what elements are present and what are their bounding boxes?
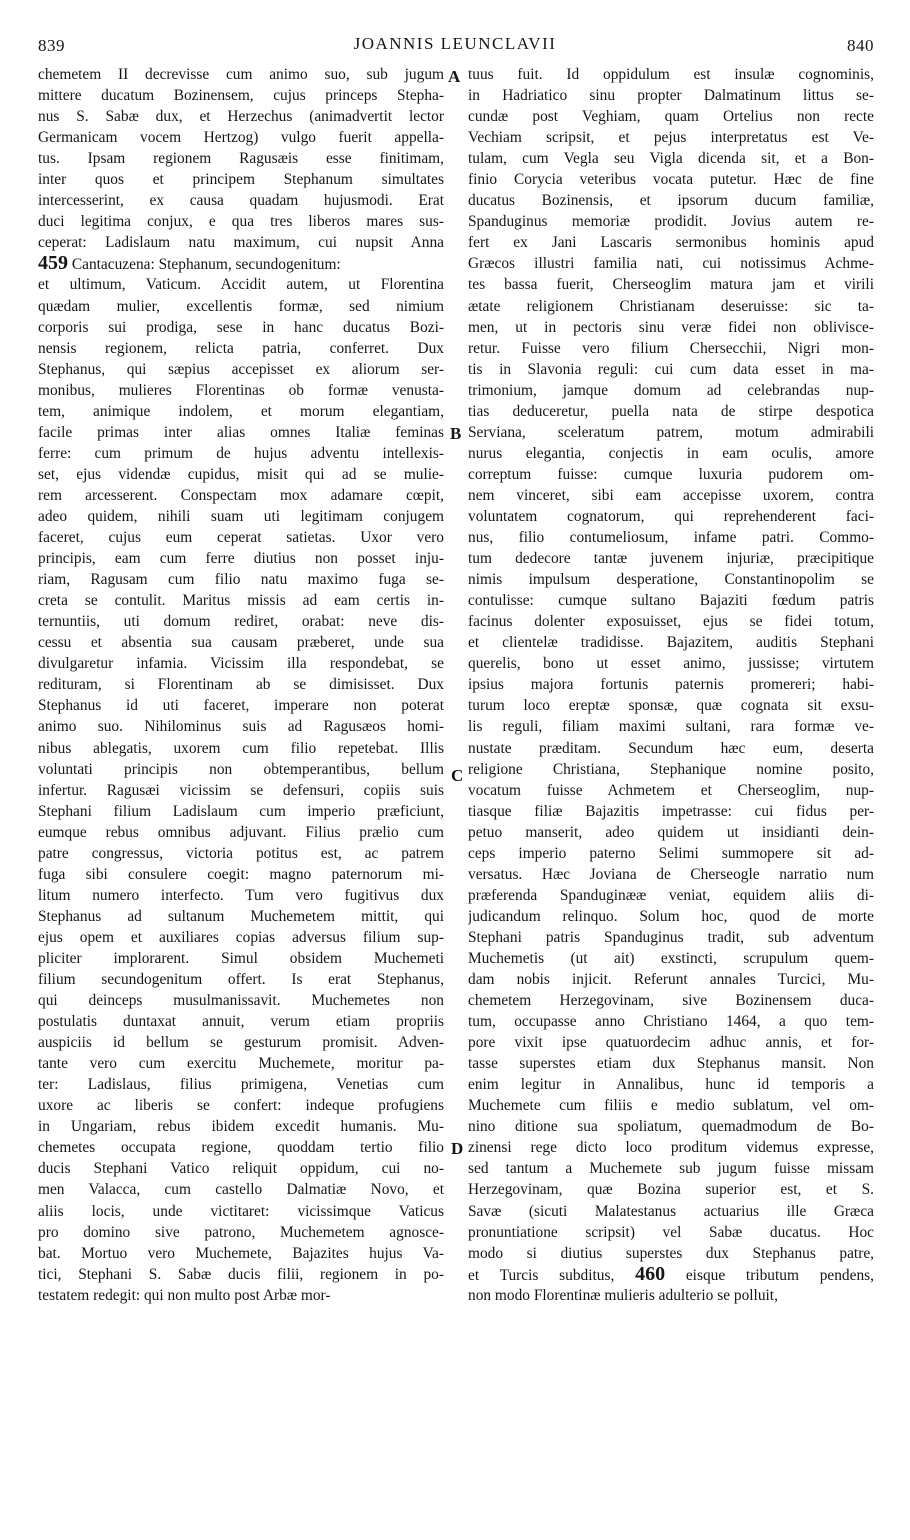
text-line: pore vixit ipse quatuordecim adhuc annis, et for-	[468, 1034, 874, 1052]
text-line	[38, 253, 444, 274]
text-line: tias deduceretur, puella nata de stirpe despotica	[468, 402, 874, 420]
text-line: ducatus Bozinensis, et ipsorum ducum familiæ,	[468, 192, 874, 210]
text-line: in Ungariam, rebus ibidem excedit humanis. Mu-	[38, 1118, 444, 1136]
text-line: nibus ablegatis, uxorem cum filio repetebat. Illis	[38, 739, 444, 757]
text-line: nurus elegantia, conjectis in eam oculis, amore	[468, 444, 874, 462]
text-line: retur. Fuisse vero filium Chersecchii, Nigri mon-	[468, 339, 874, 357]
text-line: postulatis duntaxat annuit, verum etiam propriis	[38, 1013, 444, 1031]
text-line: creta se contulit. Maritus missis ad eam certis in-	[38, 592, 444, 610]
text-line: cessu et absentia sua causam præberet, unde sua	[38, 634, 444, 652]
margin-page-number-459: 459	[38, 253, 68, 275]
text-line: ceps imperio paterno Selimi summopere sit ad-	[468, 844, 874, 862]
text-line: zinensi rege dicto loco proditum videmus expresse,	[468, 1139, 874, 1157]
running-title: JOANNIS LEUNCLAVII	[353, 34, 557, 53]
text-line: eumque rebus omnibus adjuvant. Filius prælio cum	[38, 823, 444, 841]
text-line: Stephani patris Spanduginus tradit, sub adventum	[468, 928, 874, 946]
text-line: finio Corycia veteribus vocata putetur. Hæc de fine	[468, 171, 874, 189]
text-line: patre congressus, victoria potitus est, ac patrem	[38, 844, 444, 862]
text-line: Herzegovinam, quæ Bozina superior est, et S.	[468, 1181, 874, 1199]
text-line: versatus. Hæc Joviana de Cherseogle narratio num	[468, 865, 874, 883]
text-line: Muchemetis (ut ait) exstincti, scrupulum quem-	[468, 949, 874, 967]
text-line: chemetes occupata regione, quoddam tertio filio	[38, 1139, 444, 1157]
text-line-part: eisque tributum pendens,	[665, 1266, 874, 1284]
text-line: ipsius majora fortunis paternis promereri; habi-	[468, 676, 874, 694]
text-line: men, ut in pectoris sinu veræ fidei non oblivisce-	[468, 318, 874, 336]
text-line: judicandum relinquo. Solum hoc, quod de morte	[468, 907, 874, 925]
text-line: fert ex Jani Lascaris sermonibus hominis apud	[468, 234, 874, 252]
text-line: riam, Ragusam cum filio natu maximo fuga se-	[38, 571, 444, 589]
text-line: Muchemete cum filiis e medio sublatum, vel om-	[468, 1097, 874, 1115]
text-line: intercesserint, ex causa quadam hujusmodi. Erat	[38, 192, 444, 210]
text-line: tici, Stephani S. Sabæ ducis filii, regionem in po-	[38, 1265, 444, 1283]
text-line: ducis Stephani Vatico reliquit oppidum, cui no-	[38, 1160, 444, 1178]
text-line: præferenda Spanduginææ veniat, equidem aliis di-	[468, 886, 874, 904]
text-line: chemetem II decrevisse cum animo suo, sub jugum	[38, 66, 444, 83]
text-line: pro domino sive patrono, Muchemetem agnosce-	[38, 1223, 444, 1241]
text-line: trimonium, jamque domum ad celebrandas nup-	[468, 381, 874, 399]
text-line: nem vinceret, sibi eam accepisse uxorem, contra	[468, 486, 874, 504]
text-line: tasse superstes etiam dux Stephanus mansit. Non	[468, 1055, 874, 1073]
text-line: aliis locis, unde victitaret: vicissimque Vaticus	[38, 1202, 444, 1220]
text-line: nino ditione sua spoliatum, quemadmodum de Bo-	[468, 1118, 874, 1136]
section-marker-d: D	[451, 1139, 464, 1158]
section-marker-b: B	[450, 424, 462, 443]
text-line: querelis, bono ut esset animo, jussisse; virtutem	[468, 655, 874, 673]
text-line: tulam, cum Vegla seu Vigla dicenda sit, et a Bon-	[468, 150, 874, 168]
text-line: nus, filio contumeliosum, infame patri. Commo-	[468, 529, 874, 547]
text-line: tem, animique indolem, et morum elegantiam,	[38, 402, 444, 420]
text-line-part: et Turcis subditus,	[468, 1266, 636, 1284]
text-line: vocatum fuisse Achmetem et Cherseoglim, nup-	[468, 781, 874, 799]
text-line: dam nobis injicit. Referunt annales Turcici, Mu-	[468, 971, 874, 989]
text-line: petuo manserit, adeo quidem ut insidianti dein-	[468, 823, 874, 841]
text-line: duci legitima conjux, e qua tres liberos mares sus-	[38, 213, 444, 231]
text-line: Germanicam vocem Hertzog) vulgo fuerit appella-	[38, 129, 444, 147]
text-line: tiasque filiæ Bajazitis impetrasse: cui fidus per-	[468, 802, 874, 820]
text-line: modo si diutius superstes dux Stephanus patre,	[468, 1244, 874, 1262]
text-line: Stephanus id uti faceret, imperare non poterat	[38, 697, 444, 715]
text-line: religione Christiana, Stephanique nomine posito,	[468, 760, 874, 778]
text-line: ter: Ladislaus, filius primigena, Venetias cum	[38, 1076, 444, 1094]
text-line: ejus opem et auxiliares copias adversus filium sup-	[38, 928, 444, 946]
text-line: pronuntiatione scripsit) vel Sabæ ducatus. Hoc	[468, 1223, 874, 1241]
text-line: tante vero cum exercitu Muchemete, moritur pa-	[38, 1055, 444, 1073]
text-line: ætate religionem Christianam deseruisse: sic ta-	[468, 297, 874, 315]
text-line: contulisse: cumque sultano Bajaziti fœdum patris	[468, 592, 874, 610]
right-column	[468, 64, 874, 1306]
text-line: qui deinceps musulmanissavit. Muchemetes non	[38, 992, 444, 1010]
text-line: Spanduginus memoriæ prodidit. Jovius autem re-	[468, 213, 874, 231]
text-line: cundæ post Veghiam, quam Ortelius non recte	[468, 108, 874, 126]
text-line: tum, occupasse anno Christiano 1464, a quo tem-	[468, 1013, 874, 1031]
text-line: set, ejus videndæ cupidus, misit qui ad se mulie-	[38, 465, 444, 483]
text-line: inter quos et principem Stephanum simultates	[38, 171, 444, 189]
left-column	[38, 64, 444, 1306]
text-line: correptum fuisse: cumque luxuria pudorem om-	[468, 465, 874, 483]
text-line: pliciter implorarent. Simul obsidem Muchemeti	[38, 949, 444, 967]
text-line: testatem redegit: qui non multo post Arbæ mor-	[38, 1286, 331, 1304]
text-line: sed tantum a Muchemete sub jugum fuisse missam	[468, 1160, 874, 1178]
text-line: et clientelæ tradidisse. Bajazitem, auditis Stephani	[468, 634, 874, 652]
text-line: litum numero interfecto. Tum vero fugitivus dux	[38, 886, 444, 904]
text-line: chemetem Herzegovinam, sive Bozinensem duca-	[468, 992, 874, 1010]
margin-page-number-460: 460	[635, 1263, 666, 1285]
text-line: quædam mulier, excellentis formæ, sed nimium	[38, 297, 444, 315]
text-line: divulgaretur infamia. Vicissim illa respondebat, se	[38, 655, 444, 673]
text-line: men Valacca, cum castello Dalmatiæ Novo, et	[38, 1181, 444, 1199]
text-line: Stephanus, qui sæpius accepisset ex aliorum ser-	[38, 360, 444, 378]
text-line: facinus dolenter exposuisset, ejus se fidei totum,	[468, 613, 874, 631]
text-line: Vechiam scripsit, et pejus interpretatus est Ve-	[468, 129, 874, 147]
text-line: in Hadriatico sinu propter Dalmatinum littus se-	[468, 87, 874, 105]
text-line: turum loco ereptæ sponsæ, quæ cognata sit exsu-	[468, 697, 874, 715]
text-line: animo suo. Nihilominus suis ad Ragusæos homi-	[38, 718, 444, 736]
text-line: Savæ (sicuti Malatestanus actuarius ille Græca	[468, 1202, 874, 1220]
text-line: Stephani filium Ladislaum cum imperio præficiunt,	[38, 802, 444, 820]
text-line	[468, 1264, 874, 1285]
text-line: non modo Florentinæ mulieris adulterio se polluit,	[468, 1286, 778, 1304]
text-line: auspiciis id bellum se gesturum promisit. Adven-	[38, 1034, 444, 1052]
text-line: tus. Ipsam regionem Ragusæis esse finitimam,	[38, 150, 444, 168]
text-line: Græcos illustri familia nati, cui notissimus Achme-	[468, 255, 874, 273]
text-line: uxore ac liberis se confert: indeque profugiens	[38, 1097, 444, 1115]
text-line: voluntati principis non obtemperantibus, bellum	[38, 760, 444, 778]
text-line: nustate præditam. Secundum hæc eum, deserta	[468, 739, 874, 757]
text-line: mittere ducatum Bozinensem, cujus princeps Stepha-	[38, 87, 444, 105]
page-number-right: 840	[847, 36, 874, 55]
section-marker-a: A	[448, 67, 461, 86]
text-line: tum dedecore tantæ juvenem injuriæ, præcipitique	[468, 550, 874, 568]
text-line: tuus fuit. Id oppidulum est insulæ cognominis,	[468, 66, 874, 83]
text-line: filium secundogenitum offert. Is erat Stephanus,	[38, 971, 444, 989]
text-line: et ultimum, Vaticum. Accidit autem, ut Florentina	[38, 276, 444, 294]
text-line: adeo quidem, nihili suam uti legitimam conjugem	[38, 507, 444, 525]
text-line: principis, eam cum ferre diutius non posset inju-	[38, 550, 444, 568]
text-line: fuga sibi consulere coegit: magno paternorum mi-	[38, 865, 444, 883]
text-line: monibus, mulieres Florentinas ob formæ venusta-	[38, 381, 444, 399]
text-line: Stephanus ad sultanum Muchemetem mittit, qui	[38, 907, 444, 925]
text-line: voluntatem cognatorum, qui reprehenderent faci-	[468, 507, 874, 525]
text-line: lis reguli, filiam maximi sultani, rara formæ ve-	[468, 718, 874, 736]
text-line: nimis impulsum desperatione, Constantinopolim se	[468, 571, 874, 589]
text-line: rem arcesserent. Conspectam mox adamare cœpit,	[38, 486, 444, 504]
text-line-content: Cantacuzena: Stephanum, secundogenitum:	[71, 256, 341, 274]
text-line: ceperat: Ladislaum natu maximum, cui nupsit Anna	[38, 234, 444, 252]
text-line: nensis regionem, relicta patria, conferret. Dux	[38, 339, 444, 357]
page-number-left: 839	[38, 36, 65, 55]
text-line: ferre: cum primum de hujus adventu intellexis-	[38, 444, 444, 462]
text-line: nus S. Sabæ dux, et Herzechus (animadvertit lector	[38, 108, 444, 126]
text-line: faceret, cujus eum ceperat satietas. Uxor vero	[38, 529, 444, 547]
text-line: facile primas inter alias omnes Italiæ feminas	[38, 423, 444, 441]
text-line: tis in Slavonia reguli: cui cum data esset in ma-	[468, 360, 874, 378]
text-line: infertur. Ragusæi vicissim se defensuri, copiis suis	[38, 781, 444, 799]
section-marker-c: C	[451, 766, 464, 785]
text-line: enim legitur in Annalibus, hunc id temporis a	[468, 1076, 874, 1094]
text-line: ternuntiis, uti domum rediret, orabat: neve dis-	[38, 613, 444, 631]
text-line: Serviana, sceleratum patrem, motum admirabili	[468, 423, 874, 441]
text-line: redituram, si Florentinam ab se dimisisset. Dux	[38, 676, 444, 694]
text-line: corporis sui prodiga, sese in hanc ducatus Bozi-	[38, 318, 444, 336]
text-line: bat. Mortuo vero Muchemete, Bajazites hujus Va-	[38, 1244, 444, 1262]
text-line: tes bassa fuerit, Cherseoglim matura jam et virili	[468, 276, 874, 294]
